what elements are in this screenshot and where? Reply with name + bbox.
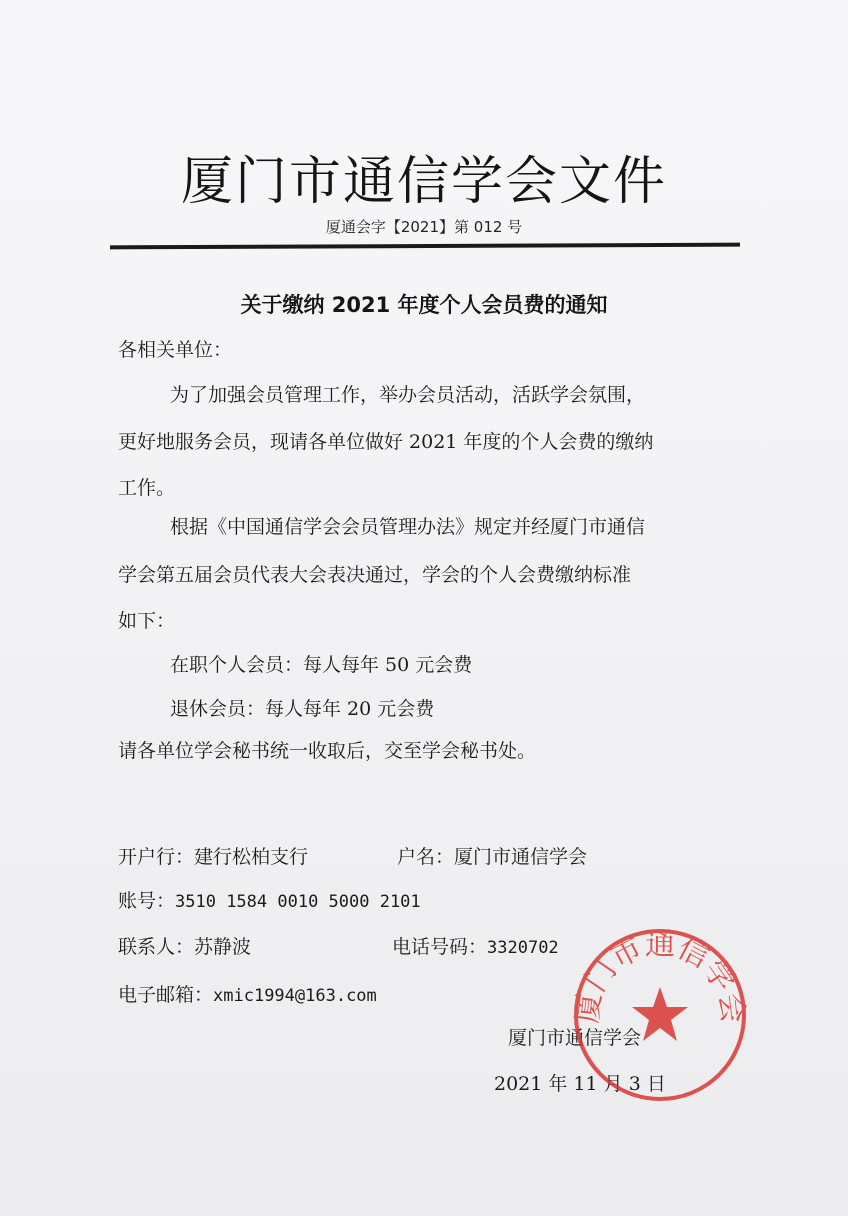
account-name-row: [397, 843, 587, 871]
email-label: 电子邮箱：: [118, 984, 214, 1006]
signature-date: 2021 年 11 月 3 日: [494, 1073, 666, 1095]
official-seal: [570, 925, 750, 1105]
phone-row: [392, 933, 559, 962]
contact-value: 苏静波: [194, 936, 252, 958]
bank-label: 开户行：: [118, 846, 195, 868]
email-value[interactable]: xmic1994@163.com: [213, 986, 377, 1006]
paragraph-1-line-2: 更好地服务会员，现请各单位做好 2021 年度的个人会费的缴纳: [118, 431, 654, 453]
bank-value: 建行松柏支行: [194, 846, 309, 868]
account-number-label: 账号：: [118, 890, 176, 912]
submit-instruction: 请各单位学会秘书统一收取后，交至学会秘书处。: [118, 740, 537, 762]
seal-text: 厦门市通信学会: [570, 927, 750, 1026]
fee-retired: 退休会员：每人每年 20 元会费: [170, 698, 435, 720]
signature-org: 厦门市通信学会: [508, 1027, 642, 1049]
account-number-row: [118, 887, 421, 916]
paragraph-2-line-1: 根据《中国通信学会会员管理办法》规定并经厦门市通信: [170, 516, 646, 538]
contact-label: 联系人：: [118, 936, 195, 958]
account-name-label: 户名：: [397, 846, 455, 868]
account-name-value: 厦门市通信学会: [454, 846, 588, 868]
salutation: 各相关单位：: [118, 339, 233, 361]
email-row: [118, 981, 377, 1010]
contact-row: [118, 933, 251, 961]
phone-value: 3320702: [487, 938, 559, 958]
bank-row: [118, 843, 308, 871]
fee-employed: 在职个人会员：每人每年 50 元会费: [170, 654, 473, 676]
paragraph-2-line-3: 如下：: [118, 610, 176, 632]
star-icon: [632, 987, 688, 1041]
phone-label: 电话号码：: [392, 936, 488, 958]
paragraph-2-line-2: 学会第五届会员代表大会表决通过，学会的个人会费缴纳标准: [118, 564, 632, 586]
paragraph-1-line-3: 工作。: [118, 477, 176, 499]
header-divider: [110, 243, 740, 250]
document-title: 厦门市通信学会文件: [180, 152, 667, 212]
notice-title: 关于缴纳 2021 年度个人会员费的通知: [240, 293, 608, 317]
document-number: 厦通会字【2021】第 012 号: [325, 218, 523, 236]
account-number-value: 3510 1584 0010 5000 2101: [175, 892, 421, 912]
paragraph-1-line-1: 为了加强会员管理工作，举办会员活动，活跃学会氛围，: [170, 384, 646, 406]
